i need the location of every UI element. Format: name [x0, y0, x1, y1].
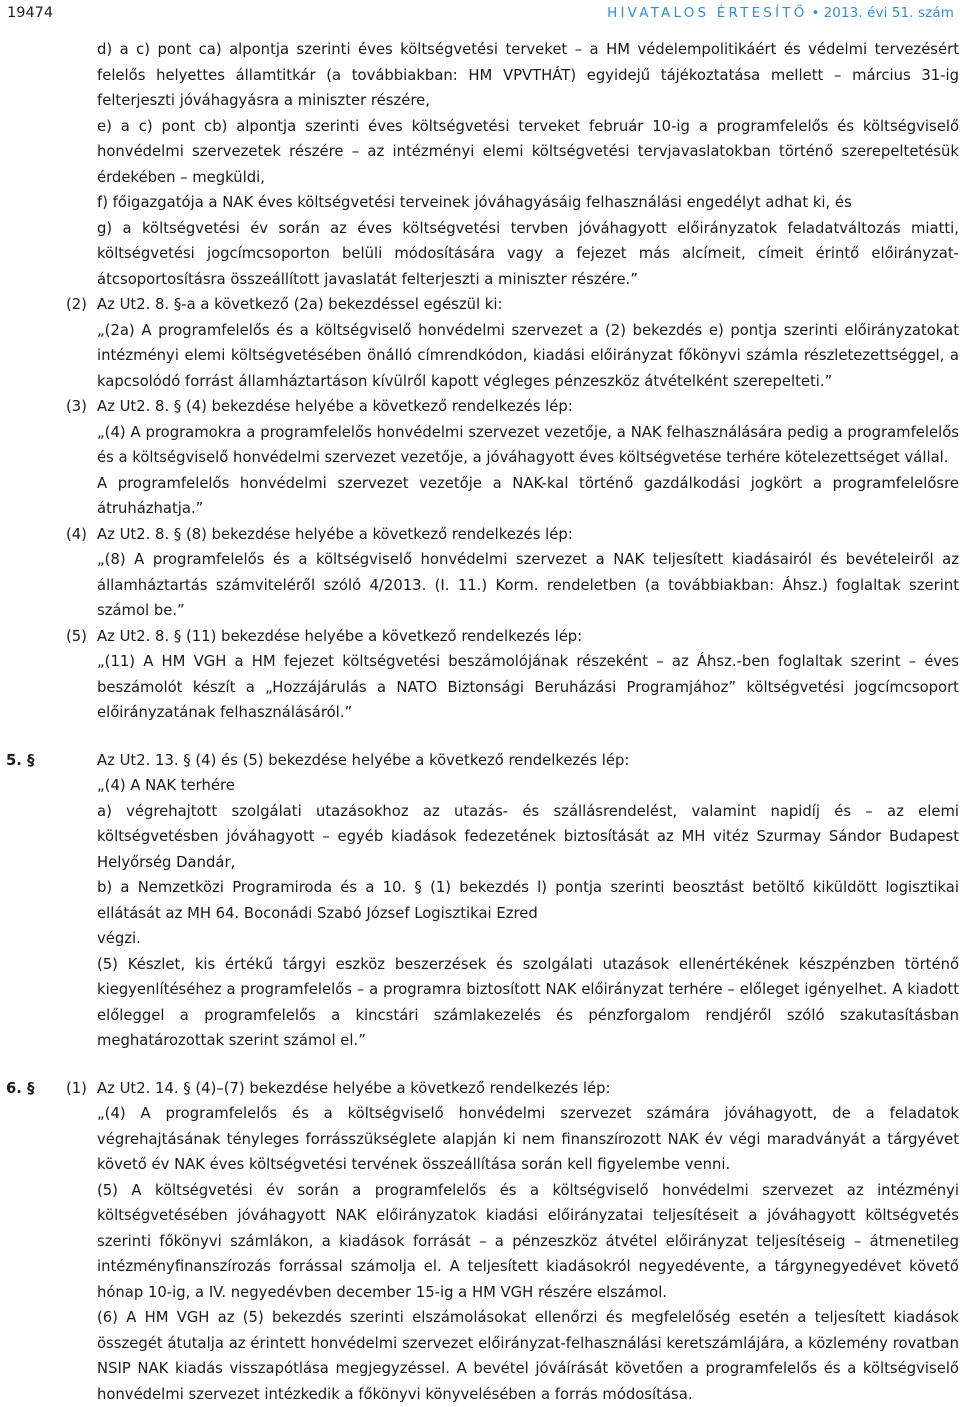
section-number: 5. §: [6, 751, 35, 769]
quoted-provision: „(4) A programokra a programfelelős honvédelmi szervezet vezetője, a NAK felhasználására pedig a programfelelős és a költségviselő honvédelmi szervezet vezetője, a jóváhagyott éves költségvetése terhére kötelezettséget vállal.: [97, 423, 959, 466]
running-header: HIVATALOS ÉRTESÍTŐ • 2013. évi 51. szám: [607, 5, 954, 21]
paragraph-d: d) a c) pont ca) alpontja szerinti éves költségvetési terveket – a HM védelempolitikáért és védelmi tervezésért felelős helyettes államtitkár (a továbbiakban: HM VPVTHÁT) egyidejű tájékoztatása mellett – március 31-ig felterjeszti jóváhagyásra a miniszter részére,: [97, 41, 959, 109]
subsection-4: [66, 522, 959, 548]
journal-title: HIVATALOS ÉRTESÍTŐ: [607, 5, 808, 21]
document-body: [6, 37, 959, 1407]
quoted-provision: (5) Készlet, kis értékű tárgyi eszköz beszerzések és szolgálati utazások ellenértékének készpénzben történő kiegyenlítéséhez a programfelelős – a programra biztosított NAK előirányzat terhére – előleget igényelhet. A kiadott előleggel a programfelelős a kincstári számlakezelés és pénzforgalom rendjéről szóló szakutasításban meghatározottak szerint számol el.”: [97, 955, 959, 1049]
section-5: [6, 748, 959, 774]
subsection-number: (1): [66, 1079, 87, 1097]
section-intro: Az Ut2. 13. § (4) és (5) bekezdése helyébe a következő rendelkezés lép:: [97, 751, 630, 769]
section-number: 6. §: [6, 1079, 35, 1097]
quoted-provision: (5) A költségvetési év során a programfelelős és a költségviselő honvédelmi szervezet az intézményi költségvetésében jóváhagyott NAK előirányzatok kiadási előirányzatai teljesítéseit a jóváhagyott költségvetés szerinti főkönyvi számlákon, a kiadások forrását – a pénzeszköz átvétel előirányzat teljesítéseig – átmenetileg intézményfinanszírozás forrással számolja el. A teljesített kiadásokról negyedévente, a tárgynegyedévet követő hónap 10-ig, a IV. negyedévben december 15-ig a HM VGH részére elszámol.: [97, 1181, 959, 1301]
quoted-provision: „(4) A programfelelős és a költségviselő honvédelmi szervezet számára jóváhagyott, de a feladatok végrehajtásának tényleges forrásszükséglete alapján ki nem finanszírozott NAK év végi maradványát a tárgyévet követő év NAK éves költségvetési tervének összeállítása során kell figyelembe venni.: [97, 1105, 959, 1173]
quoted-provision: A programfelelős honvédelmi szervezet vezetője a NAK-kal történő gazdálkodási jogkört a programfelelősre átruházhatja.”: [97, 474, 959, 517]
subsection-number: (5): [66, 627, 87, 645]
subsection-number: (3): [66, 398, 87, 415]
quoted-provision: „(4) A NAK terhére: [97, 777, 235, 794]
paragraph-f: f) főigazgatója a NAK éves költségvetési terveinek jóváhagyásáig felhasználási engedélyt adhat ki, és: [97, 194, 852, 211]
quoted-provision: a) végrehajtott szolgálati utazásokhoz az utazás- és szállásrendelést, valamint napidíj és – az elemi költségvetésben jóváhagyott – egyéb kiadások fedezetének biztosítását az MH vitéz Szurmay Sándor Budapest Helyőrség Dandár,: [97, 802, 959, 871]
subsection-3: [66, 394, 959, 420]
quoted-provision: (6) A HM VGH az (5) bekezdés szerinti elszámolásokat ellenőrzi és megfelelőség esetén a teljesített kiadások összegét átutalja az érintett honvédelmi szervezet előirányzat-felhasználási keretszámlájára, a közlemény rovatban NSIP NAK kiadás visszapótlása megjegyzéssel. A bevétel jóváírását követően a programfelelős és a költségviselő honvédelmi szervezet intézkedik a főkönyvi könyvelésében a forrás módosítása.: [97, 1309, 959, 1403]
paragraph-e: e) a c) pont cb) alpontja szerinti éves költségvetési terveket február 10-ig a programfelelős és költségviselő honvédelmi szervezetek részére – az intézményi elemi költségvetési tervjavaslatokban történő szerepeltetésük érdekében – megküldi,: [97, 117, 959, 186]
quoted-provision: b) a Nemzetközi Programiroda és a 10. § (1) bekezdés l) pontja szerinti beosztást betöltő kiküldött logisztikai ellátását az MH 64. Boconádi Szabó József Logisztikai Ezred: [97, 879, 959, 922]
quoted-provision: „(8) A programfelelős és a költségviselő honvédelmi szervezet a NAK teljesített kiadásairól és bevételeiről az államháztartás számviteléről szóló 4/2013. (I. 11.) Korm. rendeletben (a továbbiakban: Áhsz.) foglaltak szerint számol be.”: [97, 551, 959, 619]
section-6: [6, 1076, 959, 1102]
subsection-2: [66, 292, 959, 318]
subsection-1: [66, 1076, 959, 1102]
paragraph-g: g) a költségvetési év során az éves költségvetési tervben jóváhagyott előirányzatok feladatváltozás miatti, költségvetési jogcímcsoporton belüli módosítására vagy a fejezet más alcímeit, címeit érintő előirányzat-átcsoportosításra összeállított javaslatát felterjeszti a miniszter részére.”: [97, 219, 959, 288]
quoted-provision: „(2a) A programfelelős és a költségviselő honvédelmi szervezet a (2) bekezdés e) pontja szerinti előirányzatokat intézményi elemi költségvetésében önálló címrendkódon, kiadási előirányzat főkönyvi számla részletezettséggel, a kapcsolódó forrást államháztartáson kívülről kapott végleges pénzeszköz átvételként szerepelteti.”: [97, 321, 959, 390]
subsection-intro: Az Ut2. 8. § (4) bekezdése helyébe a következő rendelkezés lép:: [97, 398, 573, 415]
subsection-number: (2): [66, 296, 87, 313]
subsection-intro: Az Ut2. 8. § (11) bekezdése helyébe a következő rendelkezés lép:: [97, 627, 583, 645]
subsection-intro: Az Ut2. 8. §-a a következő (2a) bekezdéssel egészül ki:: [97, 296, 503, 313]
quoted-provision: végzi.: [97, 930, 141, 947]
subsection-5: [66, 624, 959, 650]
issue-number: 2013. évi 51. szám: [823, 5, 954, 21]
quoted-provision: „(11) A HM VGH a HM fejezet költségvetési beszámolójának részeként – az Áhsz.-ben foglaltak szerint – éves beszámolót készít a „Hozzájárulás a NATO Biztonsági Beruházási Programjához” költségvetési jogcímcsoport előirányzatának felhasználásáról.”: [97, 653, 959, 721]
page-number: 19474: [7, 5, 54, 21]
section-intro: Az Ut2. 14. § (4)–(7) bekezdése helyébe a következő rendelkezés lép:: [97, 1079, 611, 1097]
subsection-number: (4): [66, 525, 87, 543]
subsection-intro: Az Ut2. 8. § (8) bekezdése helyébe a következő rendelkezés lép:: [97, 525, 573, 543]
